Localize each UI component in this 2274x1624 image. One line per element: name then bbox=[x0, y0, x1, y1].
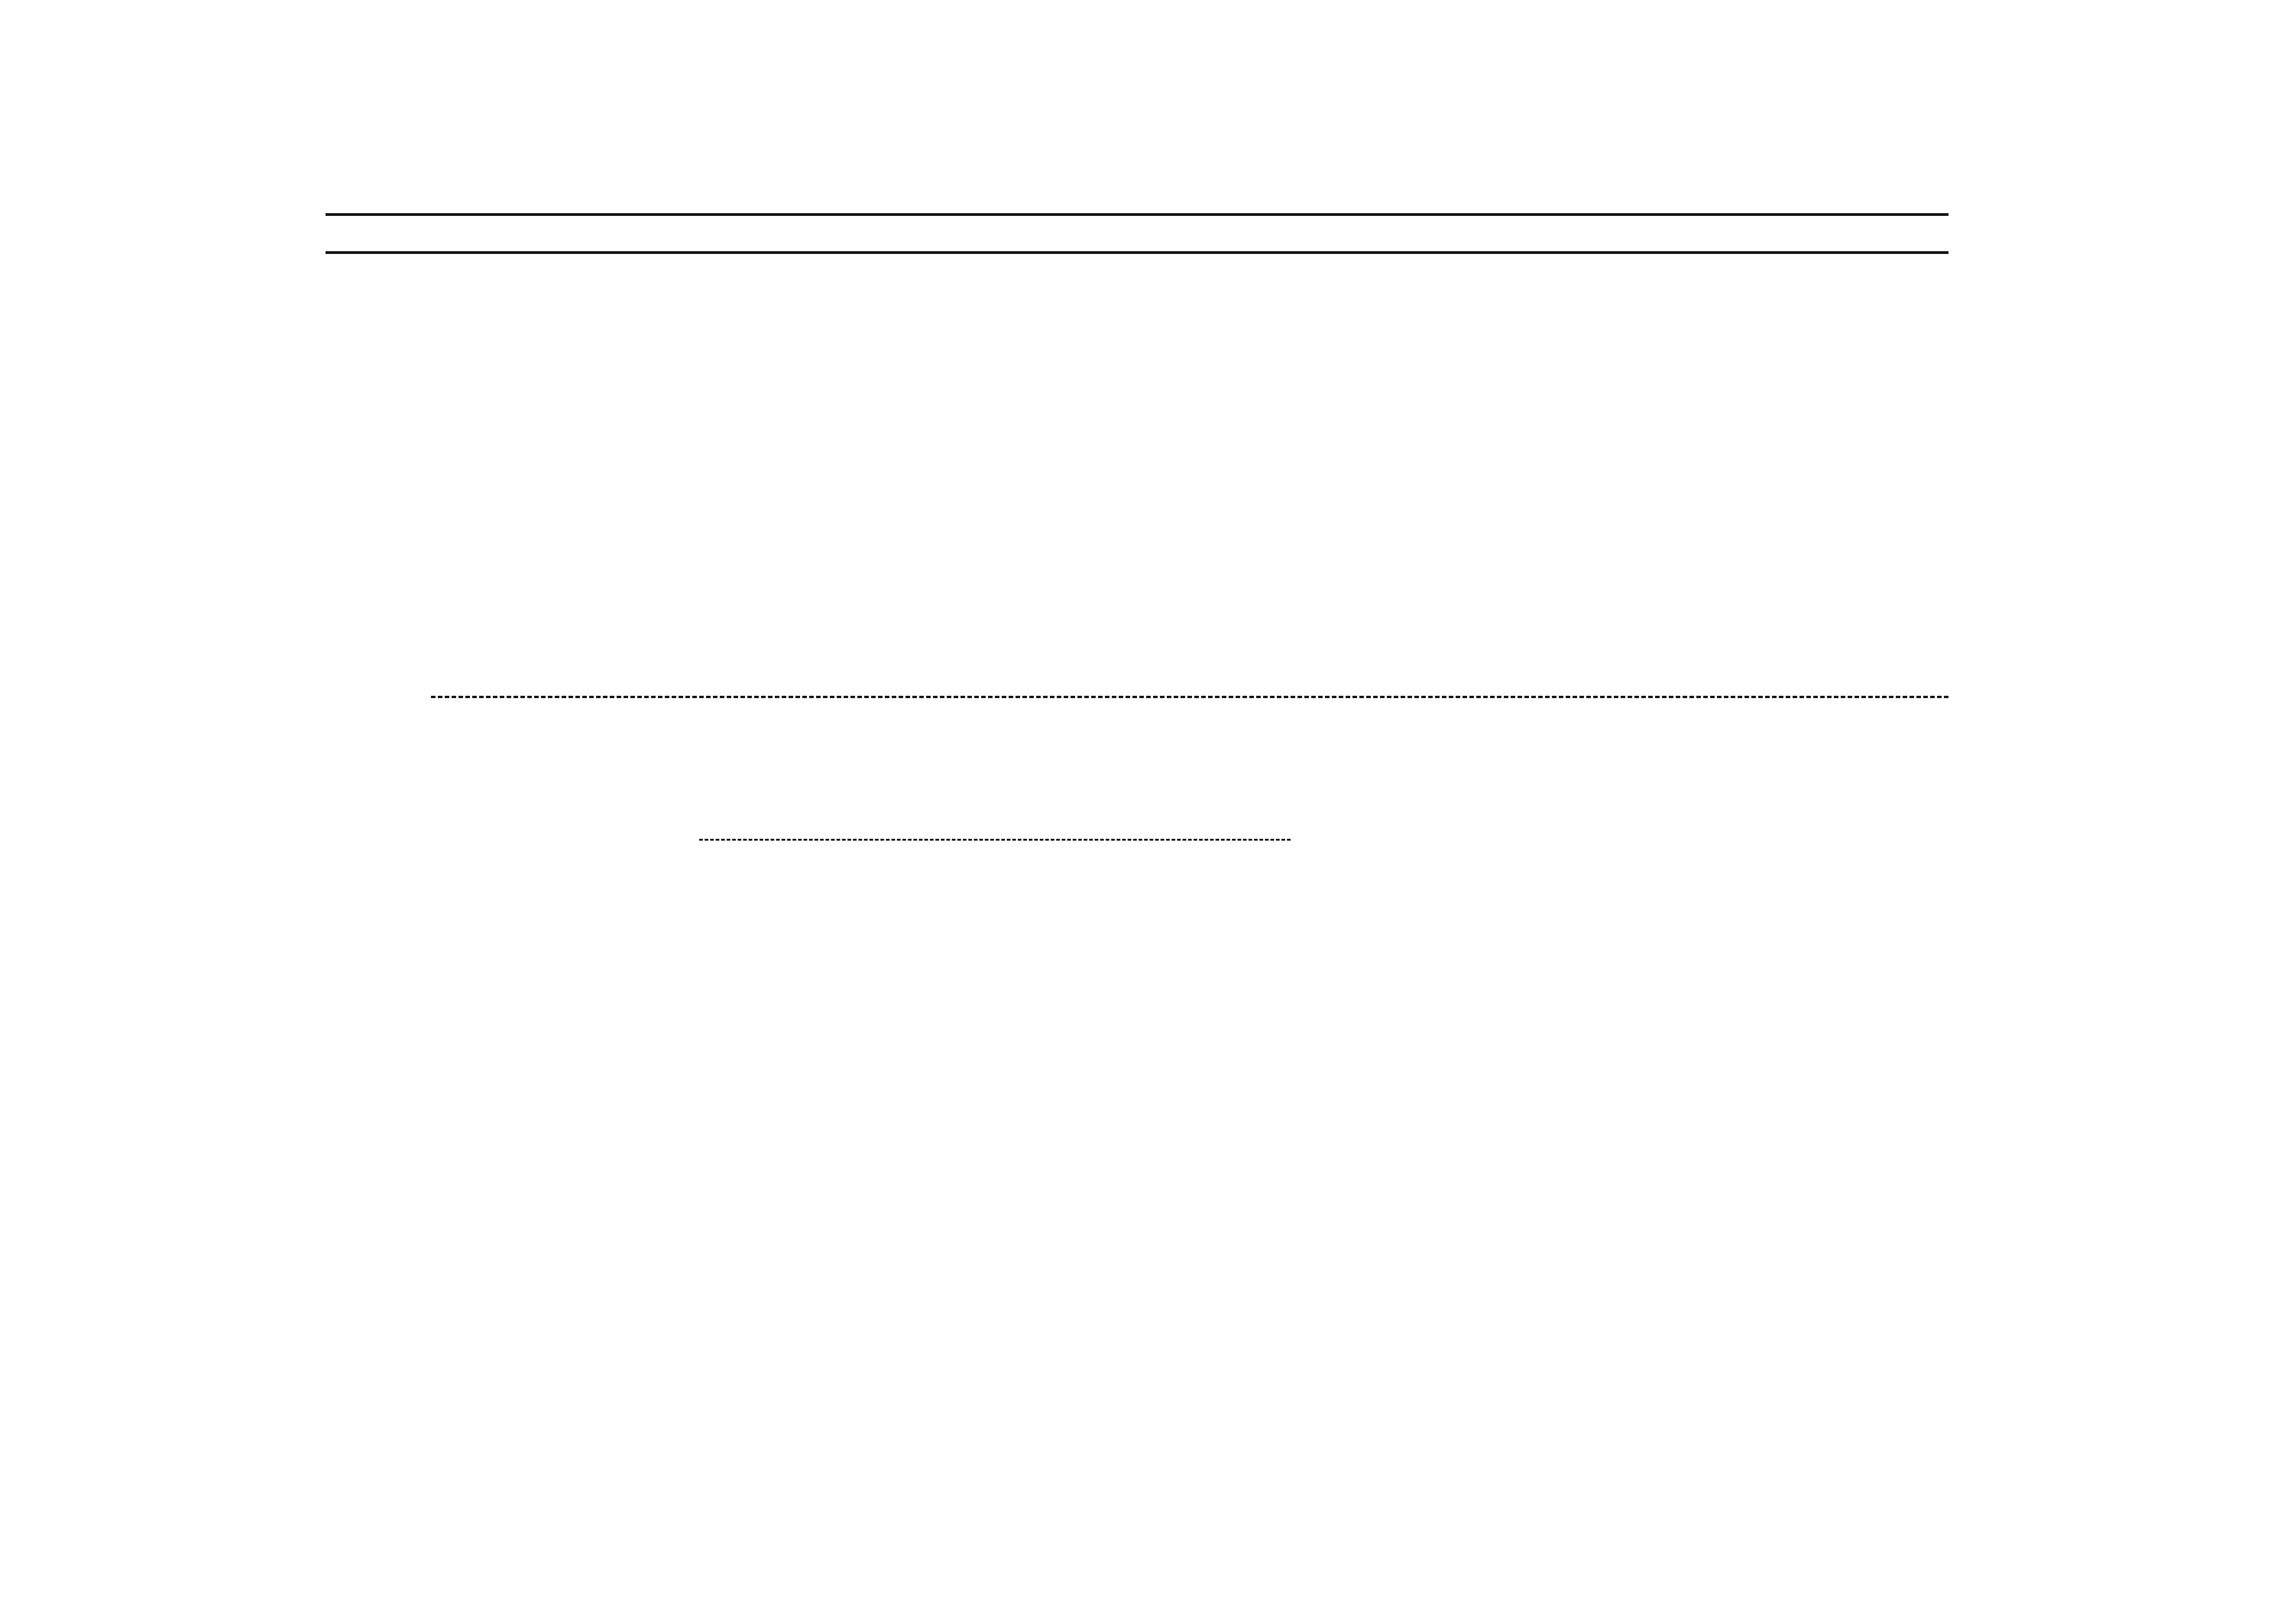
header-bottom-rule bbox=[326, 251, 1948, 254]
header-top-rule bbox=[326, 213, 1948, 216]
section-totals-rule bbox=[431, 696, 1948, 698]
section-title-underline bbox=[699, 839, 1291, 841]
